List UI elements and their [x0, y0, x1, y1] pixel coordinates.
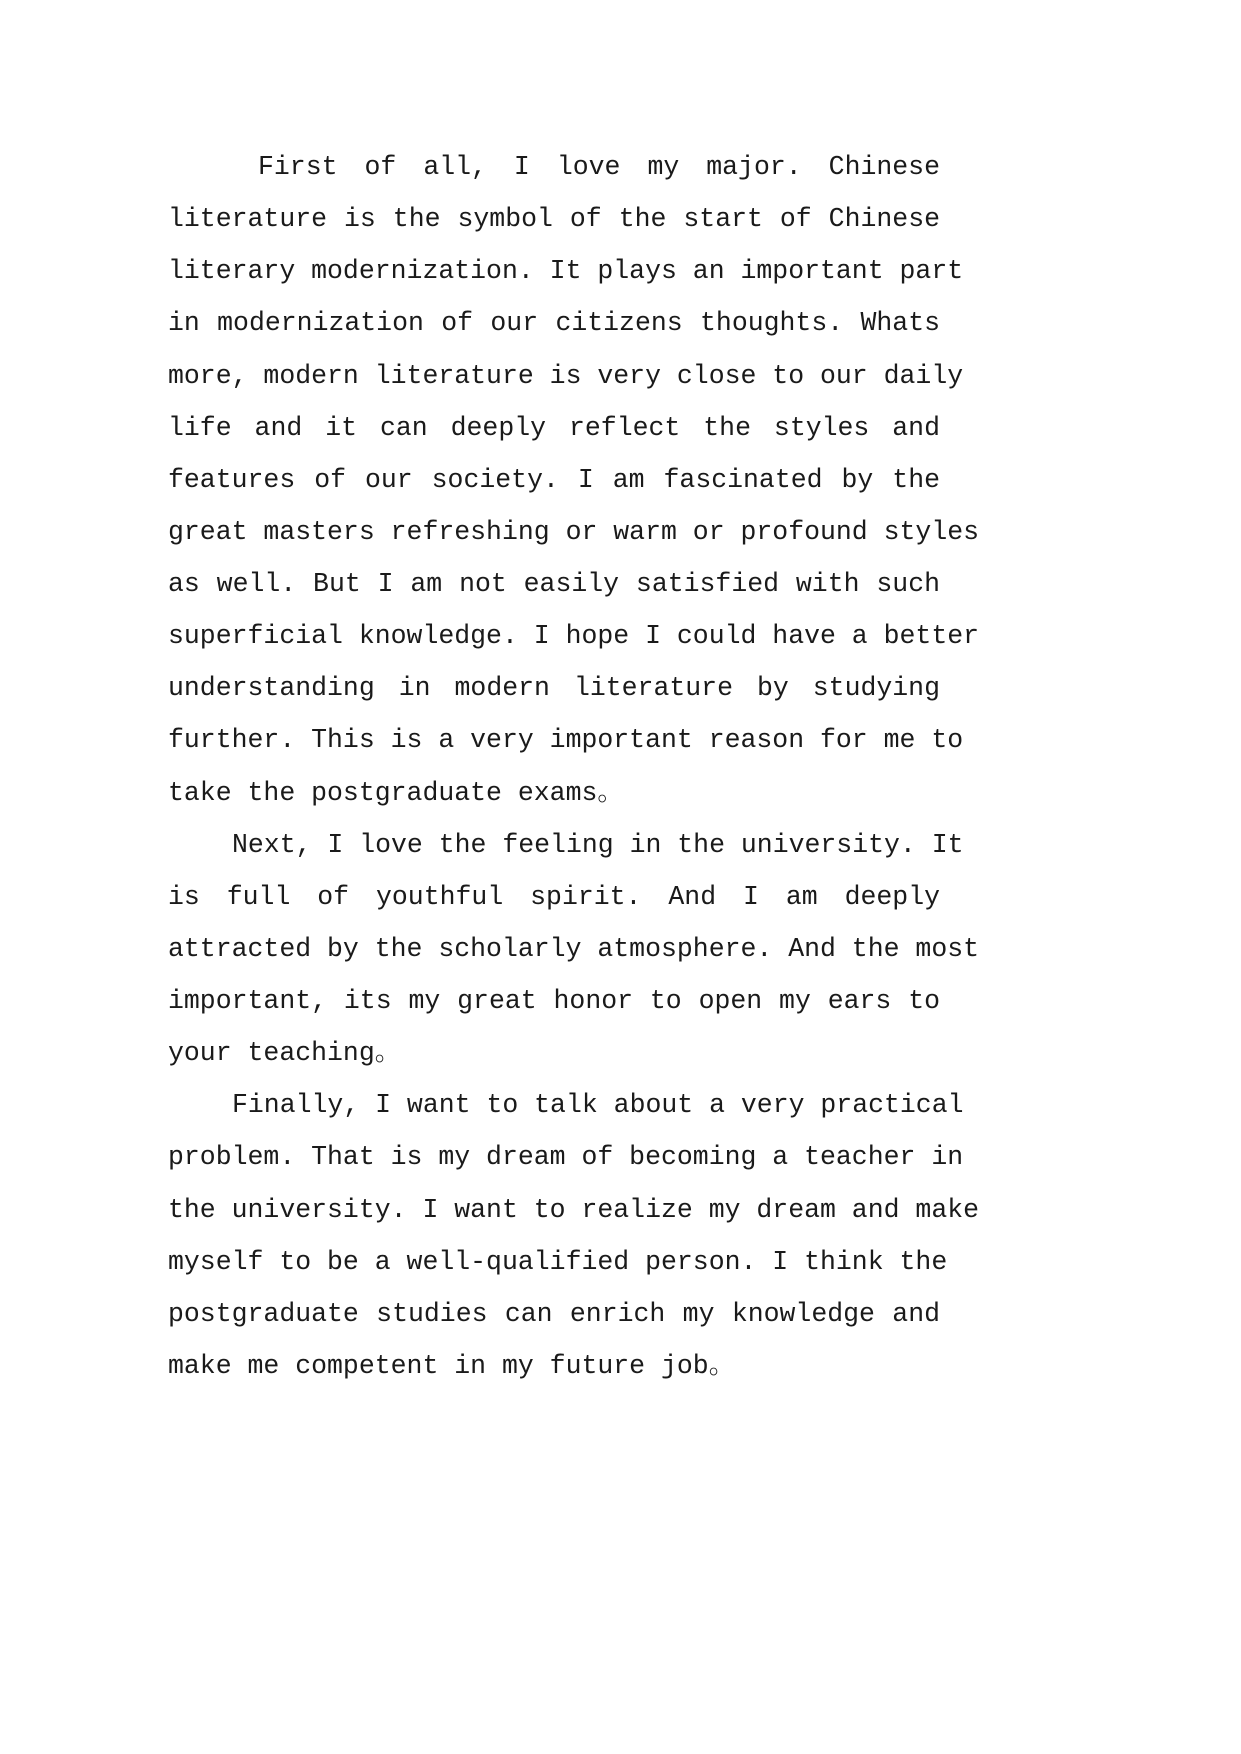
text-line: great masters refreshing or warm or profound styles	[168, 516, 980, 547]
text-line: important, its my great honor to open my ears to	[168, 986, 940, 1016]
text-line: myself to be a well-qualified person. I think the	[168, 1246, 948, 1277]
paragraph	[168, 1079, 980, 1392]
text-line: Next, I love the feeling in the university. It	[232, 829, 964, 860]
text-line: is full of youthful spirit. And I am deeply	[168, 881, 940, 912]
text-line: Finally, I want to talk about a very practical	[232, 1090, 964, 1121]
text-line: your teaching。	[168, 1038, 402, 1069]
text-line: First of all, I love my major. Chinese	[258, 152, 940, 182]
text-line: make me competent in my future job。	[168, 1350, 736, 1381]
text-line: more, modern literature is very close to our daily	[168, 360, 964, 391]
text-line: literary modernization. It plays an important part	[168, 256, 964, 287]
text-line: postgraduate studies can enrich my knowledge and	[168, 1298, 940, 1329]
paragraph	[168, 819, 980, 1080]
text-line: in modernization of our citizens thoughts. Whats	[168, 308, 940, 339]
text-line: as well. But I am not easily satisfied with such	[168, 569, 940, 599]
text-line: superficial knowledge. I hope I could have a better	[168, 621, 980, 652]
text-line: problem. That is my dream of becoming a teacher in	[168, 1142, 964, 1173]
text-line: features of our society. I am fascinated by the	[168, 464, 940, 495]
text-line: literature is the symbol of the start of Chinese	[168, 204, 940, 235]
text-line: attracted by the scholarly atmosphere. And the most	[168, 933, 980, 964]
text-line: further. This is a very important reason for me to	[168, 725, 964, 756]
document-body	[168, 141, 980, 1392]
text-line: understanding in modern literature by studying	[168, 673, 940, 704]
paragraph	[168, 141, 980, 819]
text-line: the university. I want to realize my dream and make	[168, 1194, 980, 1225]
text-line: take the postgraduate exams。	[168, 777, 624, 808]
text-line: life and it can deeply reflect the styles and	[168, 412, 940, 443]
